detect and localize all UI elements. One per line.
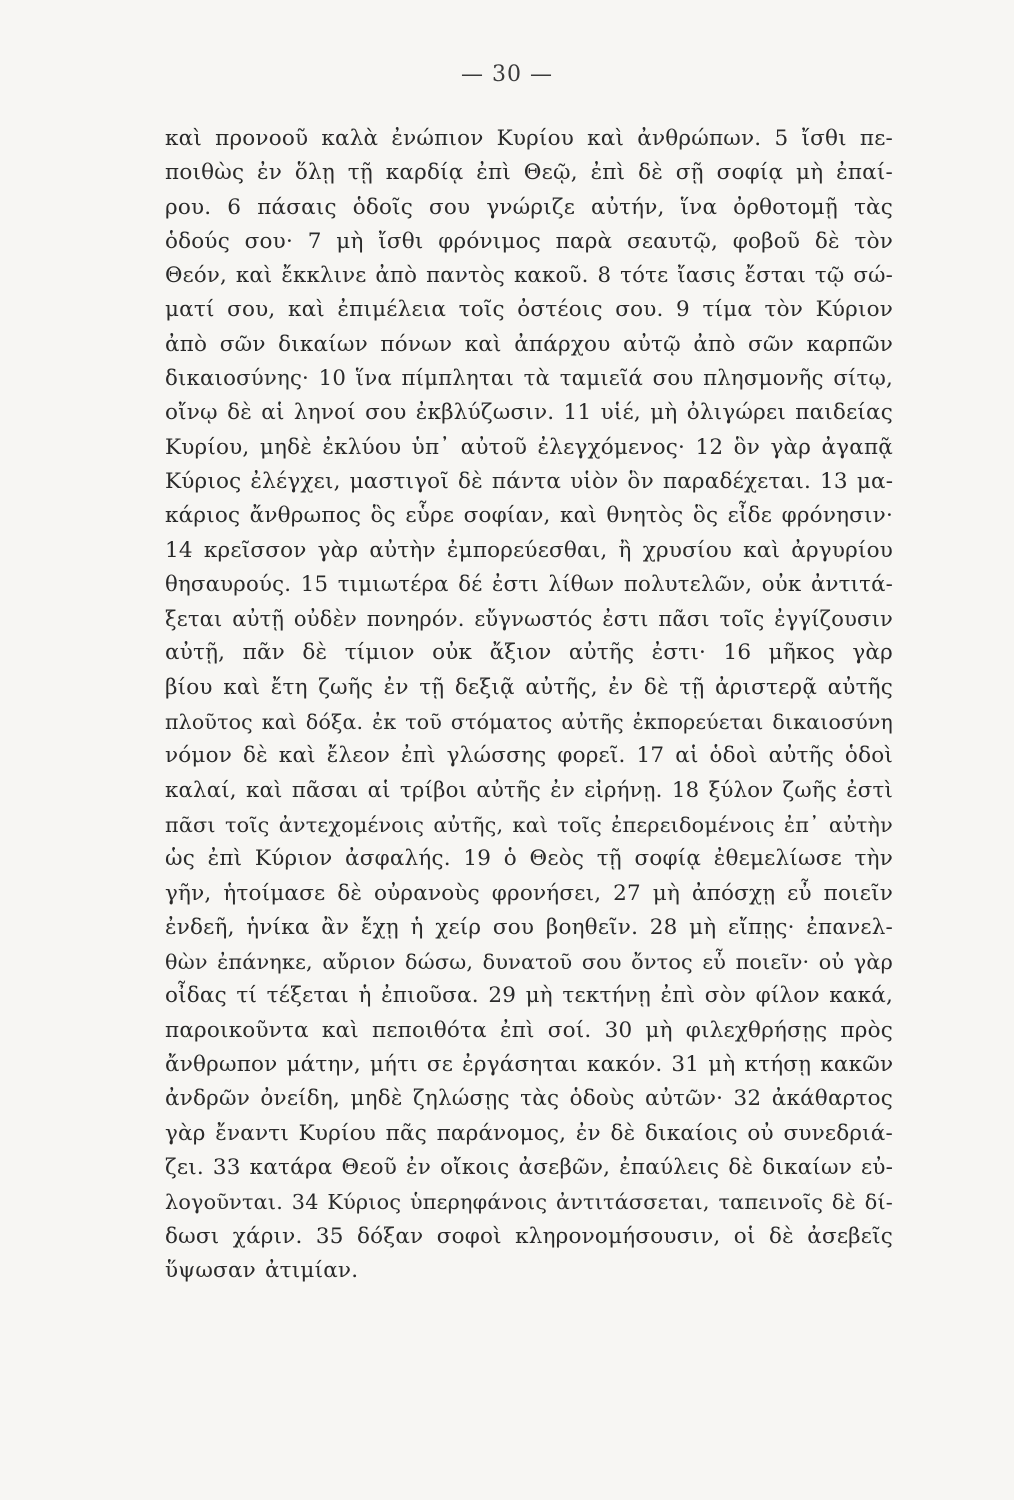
text-line: καλαί, καὶ πᾶσαι αἱ τρίβοι αὐτῆς ἐν εἰρήνῃ. 18 ξύλον ζωῆς ἐστὶ (165, 777, 893, 803)
text-line: ρου. 6 πάσαις ὁδοῖς σου γνώριζε αὐτήν, ἵνα ὀρθοτομῇ τὰς (165, 194, 893, 220)
text-line: 14 κρεῖσσον γὰρ αὐτὴν ἐμπορεύεσθαι, ἢ χρυσίου καὶ ἀργυρίου (165, 537, 893, 563)
text-line: κάριος ἄνθρωπος ὃς εὗρε σοφίαν, καὶ θνητὸς ὃς εἶδε φρόνησιν· (165, 503, 893, 529)
text-line: παροικοῦντα καὶ πεποιθότα ἐπὶ σοί. 30 μὴ φιλεχθρήσῃς πρὸς (165, 1017, 893, 1043)
text-line: δικαιοσύνης· 10 ἵνα πίμπληται τὰ ταμιεῖά σου πλησμονῆς σίτῳ, (165, 366, 893, 392)
text-line: θὼν ἐπάνηκε, αὔριον δώσω, δυνατοῦ σου ὄντος εὖ ποιεῖν· οὐ γὰρ (165, 950, 893, 975)
text-line: ποιθὼς ἐν ὅλῃ τῇ καρδίᾳ ἐπὶ Θεῷ, ἐπὶ δὲ σῇ σοφίᾳ μὴ ἐπαί- (165, 160, 893, 186)
text-line: ἐνδεῆ, ἡνίκα ἂν ἔχῃ ἡ χείρ σου βοηθεῖν. 28 μὴ εἴπῃς· ἐπανελ- (165, 914, 893, 940)
text-line: Θεόν, καὶ ἔκκλινε ἀπὸ παντὸς κακοῦ. 8 τότε ἴασις ἔσται τῷ σώ- (165, 263, 893, 289)
text-line: ματί σου, καὶ ἐπιμέλεια τοῖς ὀστέοις σου. 9 τίμα τὸν Κύριον (165, 297, 893, 323)
text-line: δωσι χάριν. 35 δόξαν σοφοὶ κληρονομήσουσιν, οἱ δὲ ἀσεβεῖς (165, 1223, 893, 1249)
text-line: οἴνῳ δὲ αἱ ληνοί σου ἐκβλύζωσιν. 11 υἱέ, μὴ ὀλιγώρει παιδείας (165, 400, 893, 426)
text-line: ἀπὸ σῶν δικαίων πόνων καὶ ἀπάρχου αὐτῷ ἀπὸ σῶν καρπῶν (165, 331, 893, 357)
text-line: ξεται αὐτῇ οὐδὲν πονηρόν. εὔγνωστός ἐστι πᾶσι τοῖς ἐγγίζουσιν (165, 607, 893, 632)
text-line: νόμον δὲ καὶ ἔλεον ἐπὶ γλώσσης φορεῖ. 17 αἱ ὁδοὶ αὐτῆς ὁδοὶ (165, 743, 893, 769)
text-line-last: ὕψωσαν ἀτιμίαν. (165, 1257, 359, 1283)
text-line: πᾶσι τοῖς ἀντεχομένοις αὐτῆς, καὶ τοῖς ἐπερειδομένοις ἐπ᾽ αὐτὴν (165, 812, 893, 837)
text-line: ζει. 33 κατάρα Θεοῦ ἐν οἴκοις ἀσεβῶν, ἐπαύλεις δὲ δικαίων εὐ- (165, 1154, 894, 1180)
text-line: ὁδούς σου· 7 μὴ ἴσθι φρόνιμος παρὰ σεαυτῷ, φοβοῦ δὲ τὸν (165, 228, 893, 254)
text-line: γῆν, ἡτοίμασε δὲ οὐρανοὺς φρονήσει, 27 μὴ ἀπόσχῃ εὖ ποιεῖν (165, 880, 893, 906)
text-line: Κυρίου, μηδὲ ἐκλύου ὑπ᾽ αὐτοῦ ἐλεγχόμενος· 12 ὃν γὰρ ἀγαπᾷ (165, 434, 893, 460)
text-line: θησαυρούς. 15 τιμιωτέρα δέ ἐστι λίθων πολυτελῶν, οὐκ ἀντιτά- (165, 571, 893, 597)
text-line: γὰρ ἔναντι Κυρίου πᾶς παράνομος, ἐν δὲ δικαίοις οὐ συνεδριά- (165, 1120, 893, 1146)
text-line: αὐτῇ, πᾶν δὲ τίμιον οὐκ ἄξιον αὐτῆς ἐστι· 16 μῆκος γὰρ (165, 640, 893, 666)
text-line: βίου καὶ ἔτη ζωῆς ἐν τῇ δεξιᾷ αὐτῆς, ἐν δὲ τῇ ἀριστερᾷ αὐτῆς (165, 674, 893, 700)
text-line: καὶ προνοοῦ καλὰ ἐνώπιον Κυρίου καὶ ἀνθρώπων. 5 ἴσθι πε- (165, 126, 893, 151)
text-line: Κύριος ἐλέγχει, μαστιγοῖ δὲ πάντα υἱὸν ὃν παραδέχεται. 13 μα- (165, 468, 894, 494)
text-line: ἄνθρωπον μάτην, μήτι σε ἐργάσηται κακόν. 31 μὴ κτήσῃ κακῶν (165, 1052, 894, 1078)
text-line: οἶδας τί τέξεται ἡ ἐπιοῦσα. 29 μὴ τεκτήνῃ ἐπὶ σὸν φίλον κακά, (165, 983, 893, 1009)
page-number: — 30 — (461, 62, 553, 87)
text-line: πλοῦτος καὶ δόξα. ἐκ τοῦ στόματος αὐτῆς ἐκπορεύεται δικαιοσύνη (165, 710, 893, 735)
text-line: ὡς ἐπὶ Κύριον ἀσφαλής. 19 ὁ Θεὸς τῇ σοφίᾳ ἐθεμελίωσε τὴν (165, 846, 893, 872)
text-line: ἀνδρῶν ὀνείδη, μηδὲ ζηλώσῃς τὰς ὁδοὺς αὐτῶν· 32 ἀκάθαρτος (165, 1086, 893, 1112)
body-text (165, 122, 893, 1288)
text-line: λογοῦνται. 34 Κύριος ὑπερηφάνοις ἀντιτάσσεται, ταπεινοῖς δὲ δί- (165, 1190, 893, 1215)
